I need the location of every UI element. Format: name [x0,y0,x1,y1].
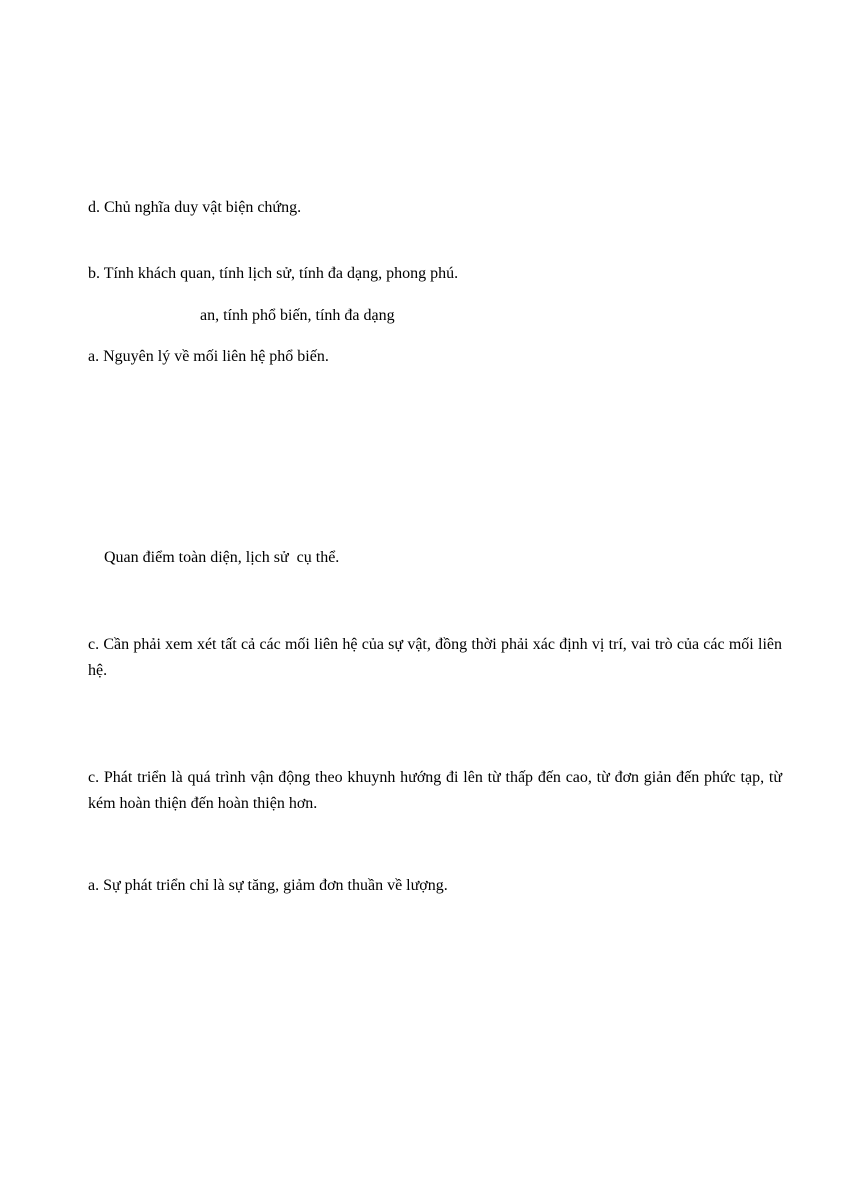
answer-line-5-part1: Quan điểm toàn diện, lịch sử [104,549,289,566]
answer-line-3-fragment: an, tính phổ biến, tính đa dạng [200,307,395,324]
answer-line-1: d. Chủ nghĩa duy vật biện chứng. [88,199,302,216]
answer-line-5-part2: cụ thể. [296,549,340,566]
answer-paragraph-6: c. Cần phải xem xét tất cả các mối liên hệ của sự vật, đồng thời phải xác định vị trí, vai trò của các mối liên hệ. [88,636,782,679]
answer-line-8: a. Sự phát triển chỉ là sự tăng, giảm đơn thuần về lượng. [88,877,448,894]
answer-line-2: b. Tính khách quan, tính lịch sử, tính đa dạng, phong phú. [88,265,459,282]
answer-line-5 [104,548,339,568]
answer-paragraph-7: c. Phát triển là quá trình vận động theo khuynh hướng đi lên từ thấp đến cao, từ đơn giản đến phức tạp, từ kém hoàn thiện đến hoàn thiện hơn. [88,769,782,812]
answer-line-4: a. Nguyên lý về mối liên hệ phổ biến. [88,348,329,365]
